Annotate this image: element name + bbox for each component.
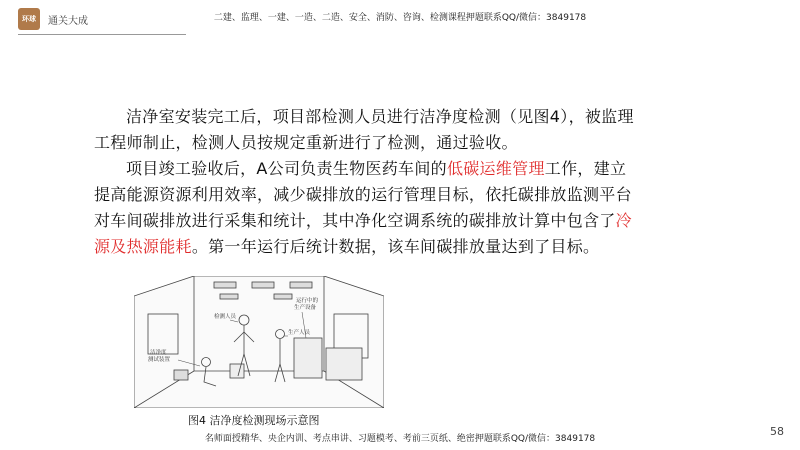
label-device-1: 洁净度	[150, 350, 167, 356]
para2-part-a: 项目竣工验收后，A公司负责生物医药车间的	[126, 159, 447, 178]
highlight-energy: 冷源及热源能耗	[94, 211, 632, 256]
header-contact-note: 二建、监理、一建、一造、二造、安全、消防、咨询、检测课程押题联系QQ/微信：3849178	[213, 13, 587, 23]
para2-part-c: 。第一年运行后统计数据，该车间碳排放量达到了目标。	[191, 237, 600, 256]
label-equipment-1: 运行中的	[296, 298, 319, 304]
paragraph-1: 洁净室安装完工后，项目部检测人员进行洁净度检测（见图4），被监理工程师制止，检测人员按规定重新进行了检测，通过验收。	[94, 107, 634, 152]
label-production: 生产人员	[288, 330, 311, 336]
label-equipment-2: 生产设备	[294, 305, 317, 311]
footer-contact-note: 名师面授精华、央企内训、考点串讲、习题模考、考前三页纸、绝密押题联系QQ/微信：3849178	[204, 434, 596, 444]
page-number: 58	[770, 425, 784, 438]
highlight-low-carbon: 低碳运维管理	[446, 159, 545, 178]
figure-caption: 图4 洁净度检测现场示意图	[188, 414, 320, 427]
para2-part-b: 工作，建立提高能源资源利用效率，减少碳排放的运行管理目标，依托碳排放监测平台对车间碳排放进行采集和统计，其中净化空调系统的碳排放计算中包含了	[94, 159, 632, 230]
main-text	[94, 104, 642, 260]
cleanroom-illustration	[134, 276, 384, 408]
brand-name: 通关大成	[48, 16, 88, 27]
label-device-2: 测试装置	[148, 357, 171, 363]
header-divider	[18, 34, 186, 35]
paragraph-2	[94, 156, 642, 260]
label-inspector: 检测人员	[214, 314, 237, 320]
brand-logo: 环球	[18, 8, 40, 30]
